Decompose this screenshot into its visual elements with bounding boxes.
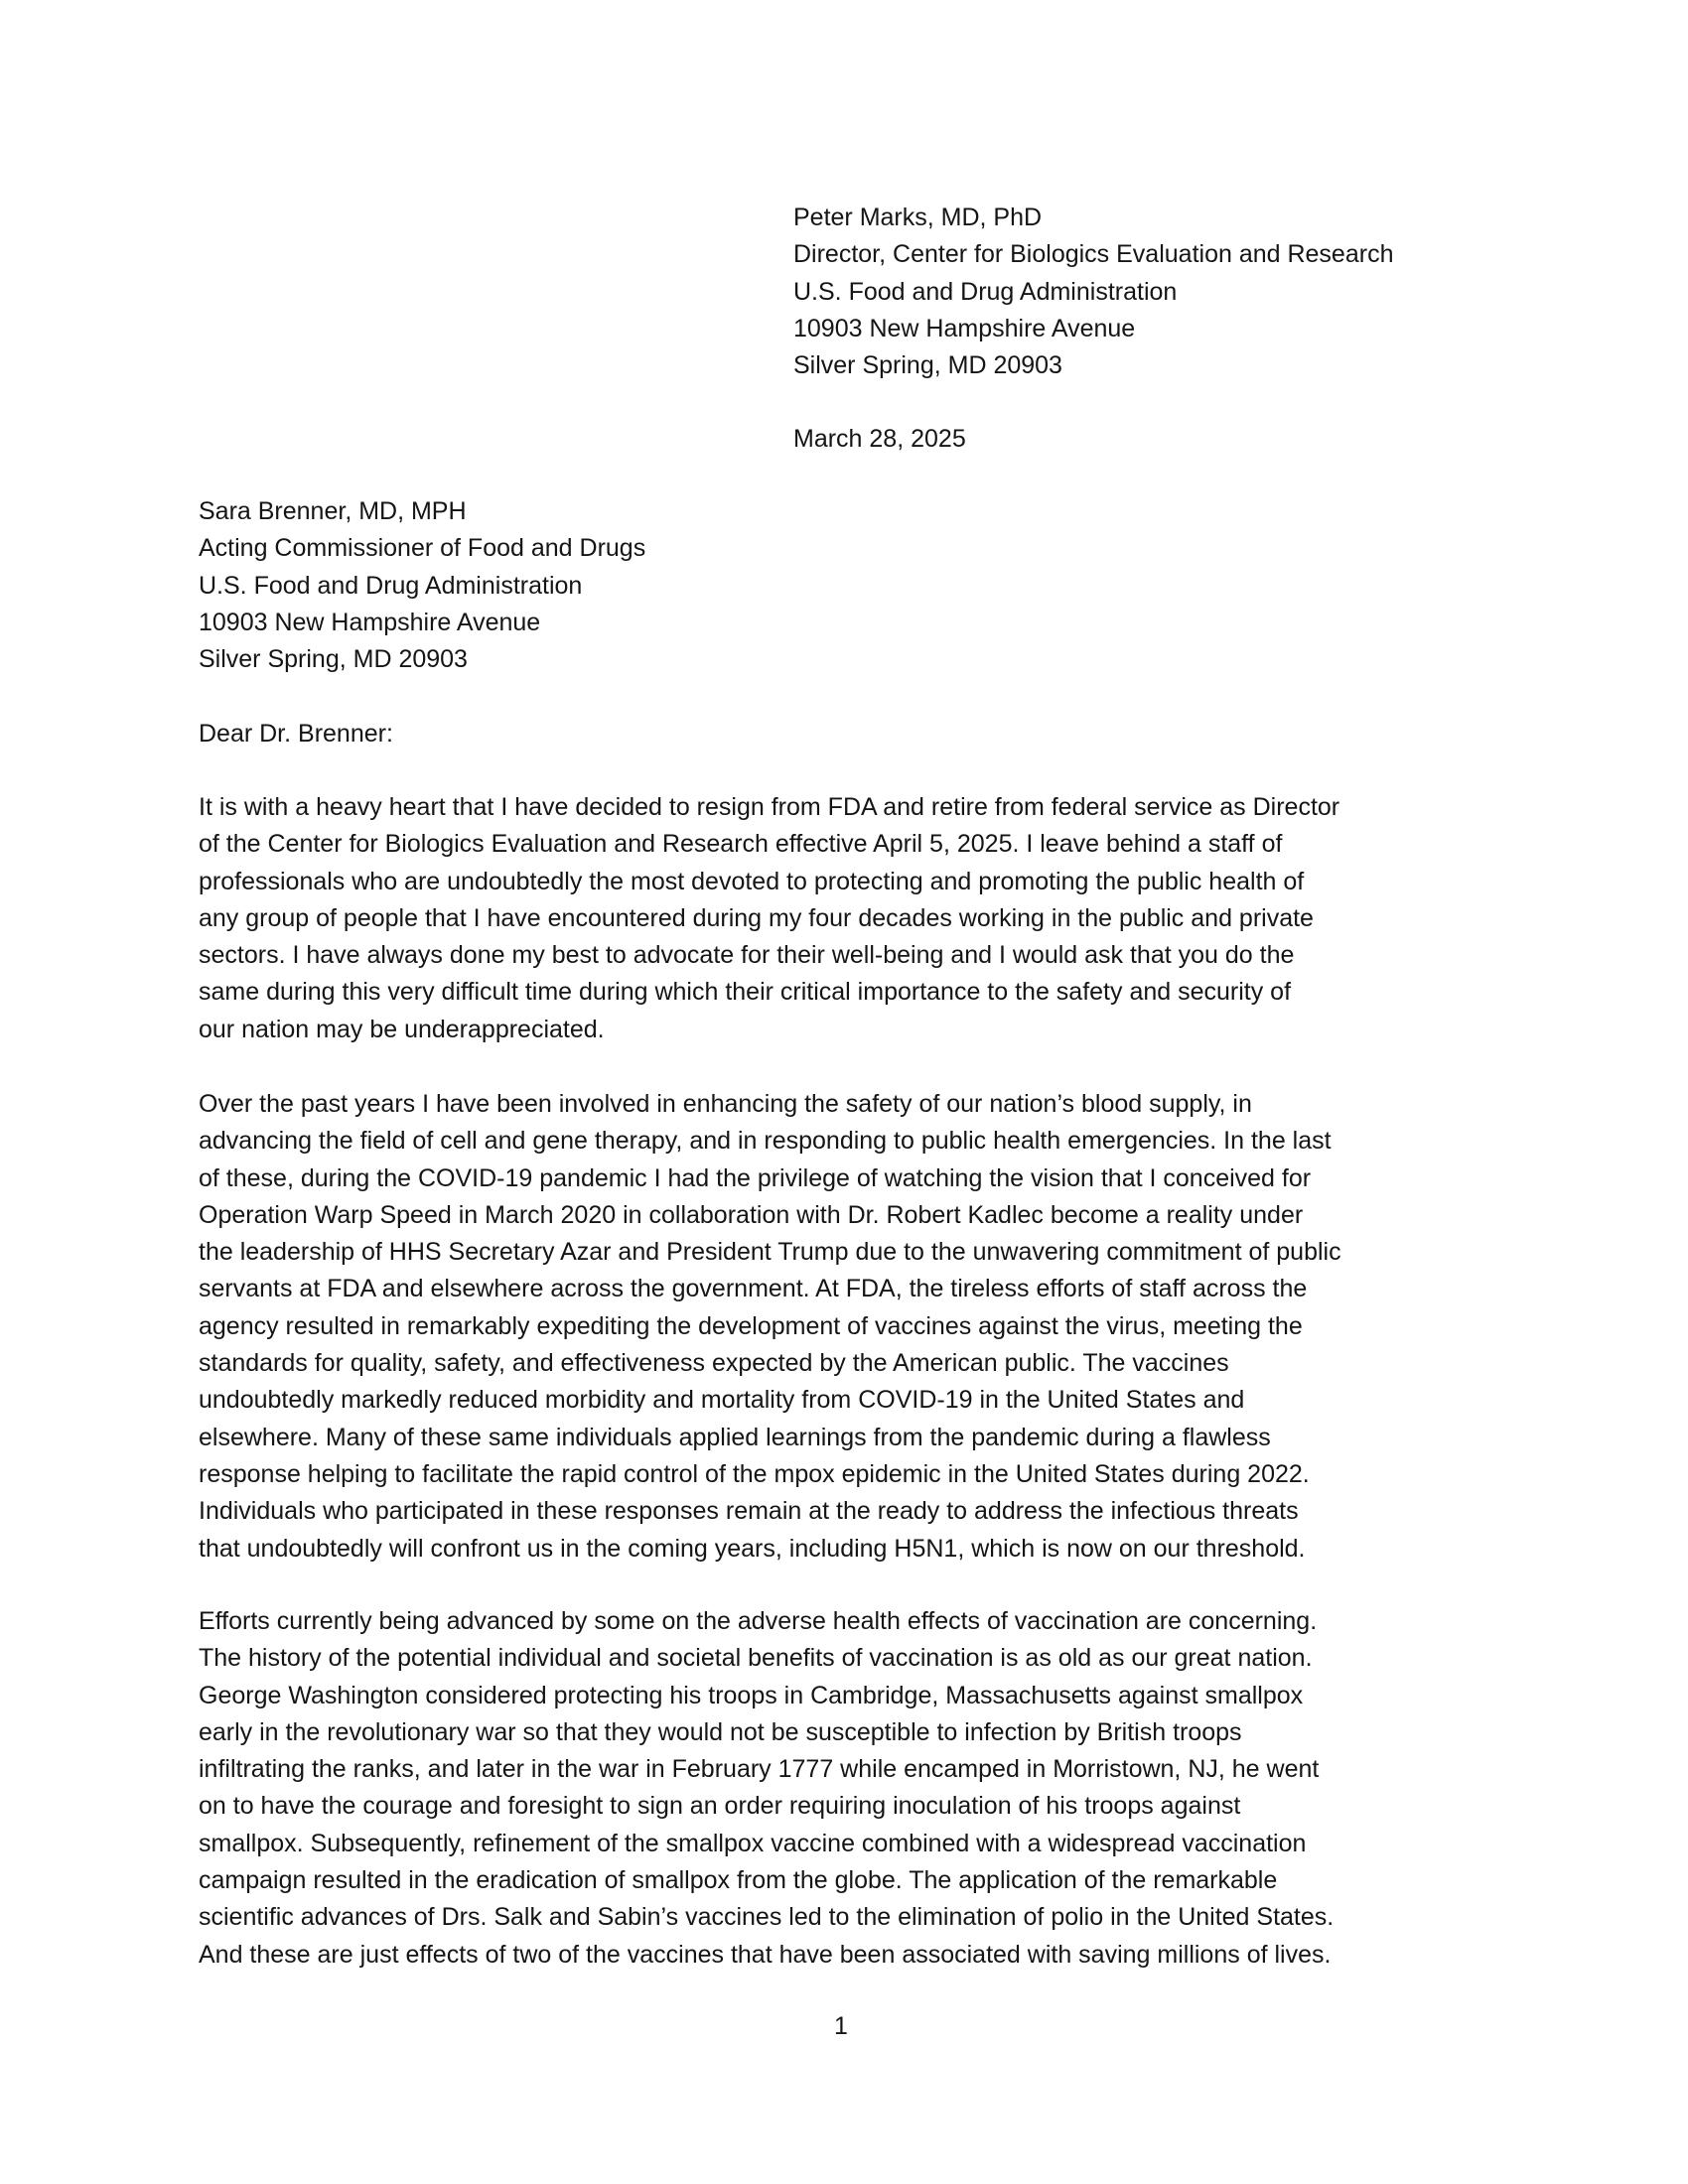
text-line: It is with a heavy heart that I have decided to resign from FDA and retire from federal service as Director — [199, 793, 1340, 821]
text-line: that undoubtedly will confront us in the coming years, including H5N1, which is now on our threshold. — [199, 1534, 1306, 1563]
text-line: response helping to facilitate the rapid control of the mpox epidemic in the United States during 2022. — [199, 1459, 1310, 1488]
text-line: of these, during the COVID-19 pandemic I had the privilege of watching the vision that I conceived for — [199, 1163, 1312, 1192]
text-line: Silver Spring, MD 20903 — [199, 645, 468, 674]
text-line: early in the revolutionary war so that they would not be susceptible to infection by British troops — [199, 1717, 1242, 1746]
text-line: the leadership of HHS Secretary Azar and President Trump due to the unwavering commitment of public — [199, 1238, 1341, 1267]
text-line: elsewhere. Many of these same individuals applied learnings from the pandemic during a flawless — [199, 1423, 1271, 1451]
paragraph-3 — [199, 1603, 1334, 1974]
text-line: on to have the courage and foresight to sign an order requiring inoculation of his troops against — [199, 1792, 1241, 1821]
text-line: And these are just effects of two of the vaccines that have been associated with saving millions of lives. — [199, 1940, 1332, 1969]
text-line: sectors. I have always done my best to advocate for their well-being and I would ask that you do the — [199, 941, 1295, 970]
text-line: U.S. Food and Drug Administration — [793, 277, 1178, 306]
text-line: Peter Marks, MD, PhD — [793, 204, 1043, 231]
text-line: George Washington considered protecting his troops in Cambridge, Massachusetts against smallpox — [199, 1681, 1304, 1709]
paragraph-2 — [199, 1086, 1341, 1568]
text-line: professionals who are undoubtedly the most devoted to protecting and promoting the public health of — [199, 867, 1305, 895]
text-line: Silver Spring, MD 20903 — [793, 351, 1062, 380]
text-line: Over the past years I have been involved in enhancing the safety of our nation’s blood supply, in — [199, 1090, 1252, 1118]
salutation — [199, 716, 393, 752]
text-line: infiltrating the ranks, and later in the war in February 1777 while encamped in Morristown, NJ, he went — [199, 1755, 1320, 1784]
text-line: undoubtedly markedly reduced morbidity and mortality from COVID-19 in the United States and — [199, 1386, 1245, 1415]
date-text: March 28, 2025 — [793, 425, 966, 453]
text-line: same during this very difficult time during which their critical importance to the safety and security of — [199, 978, 1292, 1007]
sender-address-block — [793, 200, 1393, 384]
text-line: 10903 New Hampshire Avenue — [793, 314, 1136, 342]
text-line: smallpox. Subsequently, refinement of the smallpox vaccine combined with a widespread vaccination — [199, 1829, 1307, 1857]
text-line: The history of the potential individual and societal benefits of vaccination is as old as our great nation. — [199, 1644, 1313, 1673]
paragraph-1 — [199, 789, 1339, 1048]
text-line: servants at FDA and elsewhere across the government. At FDA, the tireless efforts of staff across the — [199, 1275, 1308, 1303]
recipient-address-block — [199, 493, 645, 678]
text-line: U.S. Food and Drug Administration — [199, 571, 583, 600]
text-line: Efforts currently being advanced by some on the adverse health effects of vaccination are concerning. — [199, 1607, 1318, 1635]
text-line: Acting Commissioner of Food and Drugs — [199, 534, 646, 563]
letter-date — [793, 421, 966, 458]
text-line: Operation Warp Speed in March 2020 in collaboration with Dr. Robert Kadlec become a reality under — [199, 1200, 1304, 1229]
text-line: Director, Center for Biologics Evaluation and Research — [793, 240, 1394, 269]
text-line: 10903 New Hampshire Avenue — [199, 608, 541, 636]
text-line: of the Center for Biologics Evaluation and Research effective April 5, 2025. I leave behind a staff of — [199, 830, 1283, 859]
page-number — [0, 2008, 1682, 2045]
text-line: standards for quality, safety, and effectiveness expected by the American public. The vaccines — [199, 1349, 1229, 1378]
text-line: Individuals who participated in these responses remain at the ready to address the infectious threats — [199, 1497, 1299, 1526]
salutation-text: Dear Dr. Brenner: — [199, 720, 393, 748]
text-line: scientific advances of Drs. Salk and Sabin’s vaccines led to the elimination of polio in the United States. — [199, 1903, 1335, 1932]
text-line: agency resulted in remarkably expediting the development of vaccines against the virus, meeting the — [199, 1311, 1303, 1340]
text-line: our nation may be underappreciated. — [199, 1015, 605, 1043]
page-number-text: 1 — [834, 2012, 848, 2040]
text-line: any group of people that I have encountered during my four decades working in the public and private — [199, 903, 1314, 932]
text-line: Sara Brenner, MD, MPH — [199, 497, 467, 525]
text-line: advancing the field of cell and gene therapy, and in responding to public health emergencies. In the last — [199, 1127, 1332, 1156]
text-line: campaign resulted in the eradication of smallpox from the globe. The application of the remarkable — [199, 1866, 1278, 1895]
